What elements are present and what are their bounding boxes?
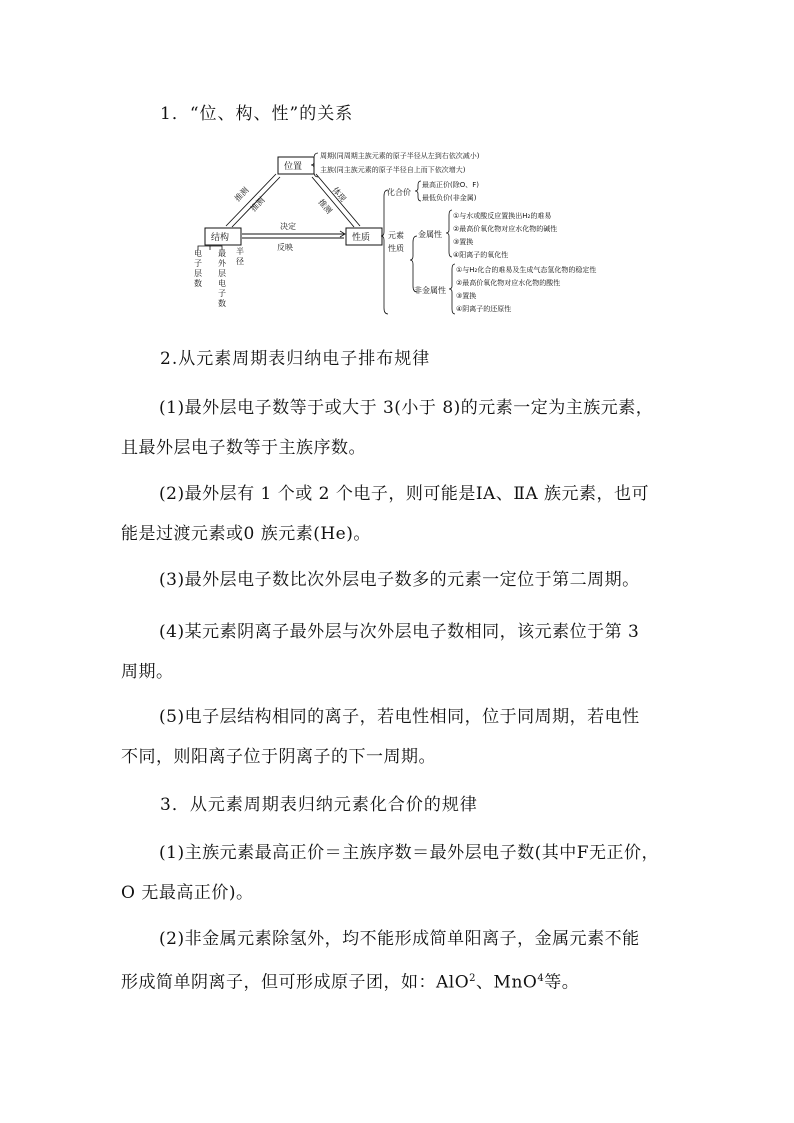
rule-2-2-line2: 能是过渡元素或0 族元素(He)。 [121,524,371,544]
edge-left-a: 推测 [232,185,251,204]
ion-mno4: 、MnO [476,972,538,993]
element-property-label: 元素性质 [388,231,404,253]
nonmetallic-item-1: ①与H₂化合的难易及生成气态氢化物的稳定性 [456,266,597,274]
group-desc: 主族(同主族元素的原子半径自上而下依次增大) [320,166,466,174]
decides-label: 决定 [280,222,296,231]
nonmetallic-item-4: ④阴离子的还原性 [456,305,512,313]
valence-brace [415,181,421,201]
rule-3-2-line2 [121,959,681,1003]
rule-2-2-line1: (2)最外层有 1 个或 2 个电子，则可能是ⅠA、ⅡA 族元素，也可 [159,484,650,504]
rule-2-4 [121,612,681,692]
rule-2-2 [121,474,681,554]
rule-2-5 [121,697,681,777]
metallic-item-1: ①与水或酸反应置换出H₂的难易 [453,212,552,220]
property-label: 性质 [352,233,371,243]
rule-3-1-line2: O 无最高正价)。 [121,883,254,903]
valence-item-1: 最高正价(除O、F) [422,181,479,189]
metallic-item-4: ④阳离子的氧化性 [453,251,509,259]
rule-3-2-line1: (2)非金属元素除氢外，均不能形成简单阳离子，金属元素不能 [159,929,640,949]
rule-3-2-prefix: 形成简单阴离子，但可形成原子团，如： [121,972,436,993]
section2-title: 2.从元素周期表归纳电子排布规律 [160,349,431,369]
metallic-label: 金属性 [418,230,442,239]
section3-title: 3．从元素周期表归纳元素化合价的规律 [160,795,478,815]
rule-2-4-line1: (4)某元素阴离子最外层与次外层电子数相同，该元素位于第 3 [159,622,640,642]
rule-2-1-line2: 且最外层电子数等于主族序数。 [121,438,366,458]
nonmetallic-item-2: ②最高价氧化物对应水化物的酸性 [456,279,561,287]
metallic-item-2: ②最高价氧化物对应水化物的碱性 [453,225,558,233]
property-brace [381,190,388,314]
rule-2-3 [121,560,681,600]
rule-2-4-line2: 周期。 [121,662,174,682]
rule-3-2-suffix: 等。 [544,972,580,993]
nonmetallic-label: 非金属性 [414,286,446,295]
rule-2-5-line1: (5)电子层结构相同的离子，若电性相同，位于同周期，若电性 [159,707,640,727]
ion-mno4-charge: 4 [537,973,545,984]
reflects-label: 反映 [277,243,293,252]
rule-2-5-line2: 不同，则阳离子位于阴离子的下一周期。 [121,747,436,767]
metallic-brace [446,210,452,257]
section1-title: 1．“位、构、性”的关系 [160,104,354,124]
struct-radius: 半径 [236,247,244,266]
ion-alo2: AlO [436,972,470,993]
period-desc: 周期(同周期主族元素的原子半径从左到右依次减小) [320,152,480,160]
edge-right-a: 体现 [330,185,348,204]
struct-outer-electrons: 最外层电子数 [218,249,226,308]
structure-label: 结构 [211,233,230,243]
struct-electron-shells: 电子层数 [194,249,202,288]
ion-alo2-charge: 2 [469,973,477,984]
element-brace [410,236,417,292]
relation-diagram [160,140,680,325]
rule-2-1 [121,388,681,468]
position-label: 位置 [284,162,303,172]
rule-3-1 [121,833,681,913]
edge-right-b: 推测 [316,197,334,216]
rule-2-1-line1: (1)最外层电子数等于或大于 3(小于 8)的元素一定为主族元素， [159,398,654,418]
rule-2-3-line1: (3)最外层电子数比次外层电子数多的元素一定位于第二周期。 [159,570,640,590]
valence-item-2: 最低负价(非金属) [422,194,477,202]
edge-left-b: 推测 [248,195,267,214]
nonmetallic-item-3: ③置换 [456,292,477,300]
nonmetallic-brace [449,264,455,314]
rule-3-1-line1: (1)主族元素最高正价＝主族序数＝最外层电子数(其中F无正价， [159,843,660,863]
valence-label: 化合价 [387,188,411,197]
metallic-item-3: ③置换 [453,238,474,246]
rule-3-2 [121,919,681,1003]
